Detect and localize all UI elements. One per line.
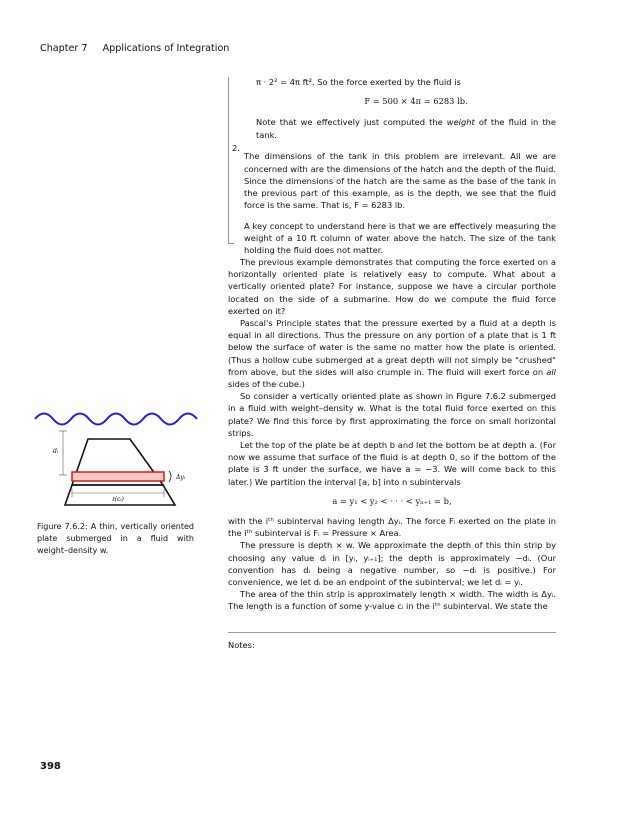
paragraph-3: So consider a vertically oriented plate as shown in Figure 7.6.2 submerged in a fluid with weight–density w. What is the total fluid force exerted on this plate? We find this force by first approximating the force on small horizontal strips.	[228, 391, 556, 438]
item-label: 2.	[232, 143, 240, 153]
plate-figure	[30, 405, 205, 515]
water-surface-wave	[35, 414, 197, 425]
paragraph-7: The area of the thin strip is approximately length × width. The width is Δyᵢ. The length is a function of some y-value cᵢ in the iᵗʰ subinterval. We state the	[228, 589, 556, 612]
chapter-number: Chapter 7	[40, 43, 88, 54]
list-item-2	[232, 142, 556, 265]
example-bracket	[228, 77, 234, 244]
chapter-title: Applications of Integration	[102, 43, 230, 54]
example-continuation	[256, 76, 556, 141]
depth-label: dᵢ	[52, 448, 58, 455]
figure-caption: Figure 7.6.2: A thin, vertically oriented plate submerged in a fluid with weight–density w.	[37, 522, 194, 555]
strip-width-brace	[169, 471, 171, 482]
thin-strip	[72, 472, 164, 481]
paragraph-2: Pascal's Principle states that the pressure exerted by a fluid at a depth is equal in all directions. Thus the pressure on any portion of a plate that is 1 ft below the surface of water is the same no matter how the plate is oriented. (Thus a hollow cube submerged at a great depth will not simply be "crushed" from above, but the sides will also crumple in. The fluid will exert force on all sides of the cube.)	[228, 318, 556, 390]
paragraph-6: The pressure is depth × w. We approximate the depth of this thin strip by choosing any value dᵢ in [yᵢ, yᵢ₊₁]; the depth is approximately −dᵢ. (Our convention has dᵢ being a negative number, so −dᵢ is positive.) For convenience, we let dᵢ be an endpoint of the subinterval; we let dᵢ = yᵢ.	[228, 540, 556, 588]
item2-para1: The dimensions of the tank in this problem are irrelevant. All we are concerned with are the dimensions of the hatch and the depth of the fluid. Since the dimensions of the hatch are the same as the base of the tank in the previous part of this example, as is the depth, we see that the fluid force is the same. That is, F = 6283 lb.	[244, 151, 556, 211]
strip-width-label: Δyᵢ	[176, 474, 185, 481]
page-number: 398	[40, 761, 61, 772]
notes-divider	[228, 632, 556, 633]
paragraph-4: Let the top of the plate be at depth b and let the bottom be at depth a. (For now we assume that surface of the fluid is at depth 0, so if the bottom of the plate is 3 ft under the surface, we have a = −3. We will come back to this later.) We partition the interval [a, b] into n subintervals	[228, 440, 556, 487]
force-equation: F = 500 × 4π = 6283 lb.	[364, 96, 468, 107]
item2-para2: A key concept to understand here is that we are effectively measuring the weight of a 10 ft column of water above the hatch. The size of the tank holding the fluid does not matter.	[244, 220, 556, 256]
length-label: ℓ(cᵢ)	[112, 496, 124, 503]
top-line: π · 2² = 4π ft². So the force exerted by the fluid is	[256, 77, 461, 87]
paragraph-1: The previous example demonstrates that computing the force exerted on a horizontally oriented plate is relatively easy to compute. What about a vertically oriented plate? For instance, suppose we have a circular porthole located on the side of a submarine. How do we compute the fluid force exerted on it?	[228, 257, 556, 316]
notes-label: Notes:	[228, 640, 255, 650]
weight-note: Note that we effectively just computed the weight of the fluid in the tank.	[256, 117, 556, 140]
running-header	[40, 43, 229, 54]
main-text	[228, 256, 556, 613]
partition-equation: a = y₁ < y₂ < · · · < yₙ₊₁ = b,	[332, 495, 452, 506]
paragraph-5: with the iᵗʰ subinterval having length Δyᵢ. The force Fᵢ exerted on the plate in the iᵗʰ subinterval is Fᵢ = Pressure × Area.	[228, 516, 556, 539]
